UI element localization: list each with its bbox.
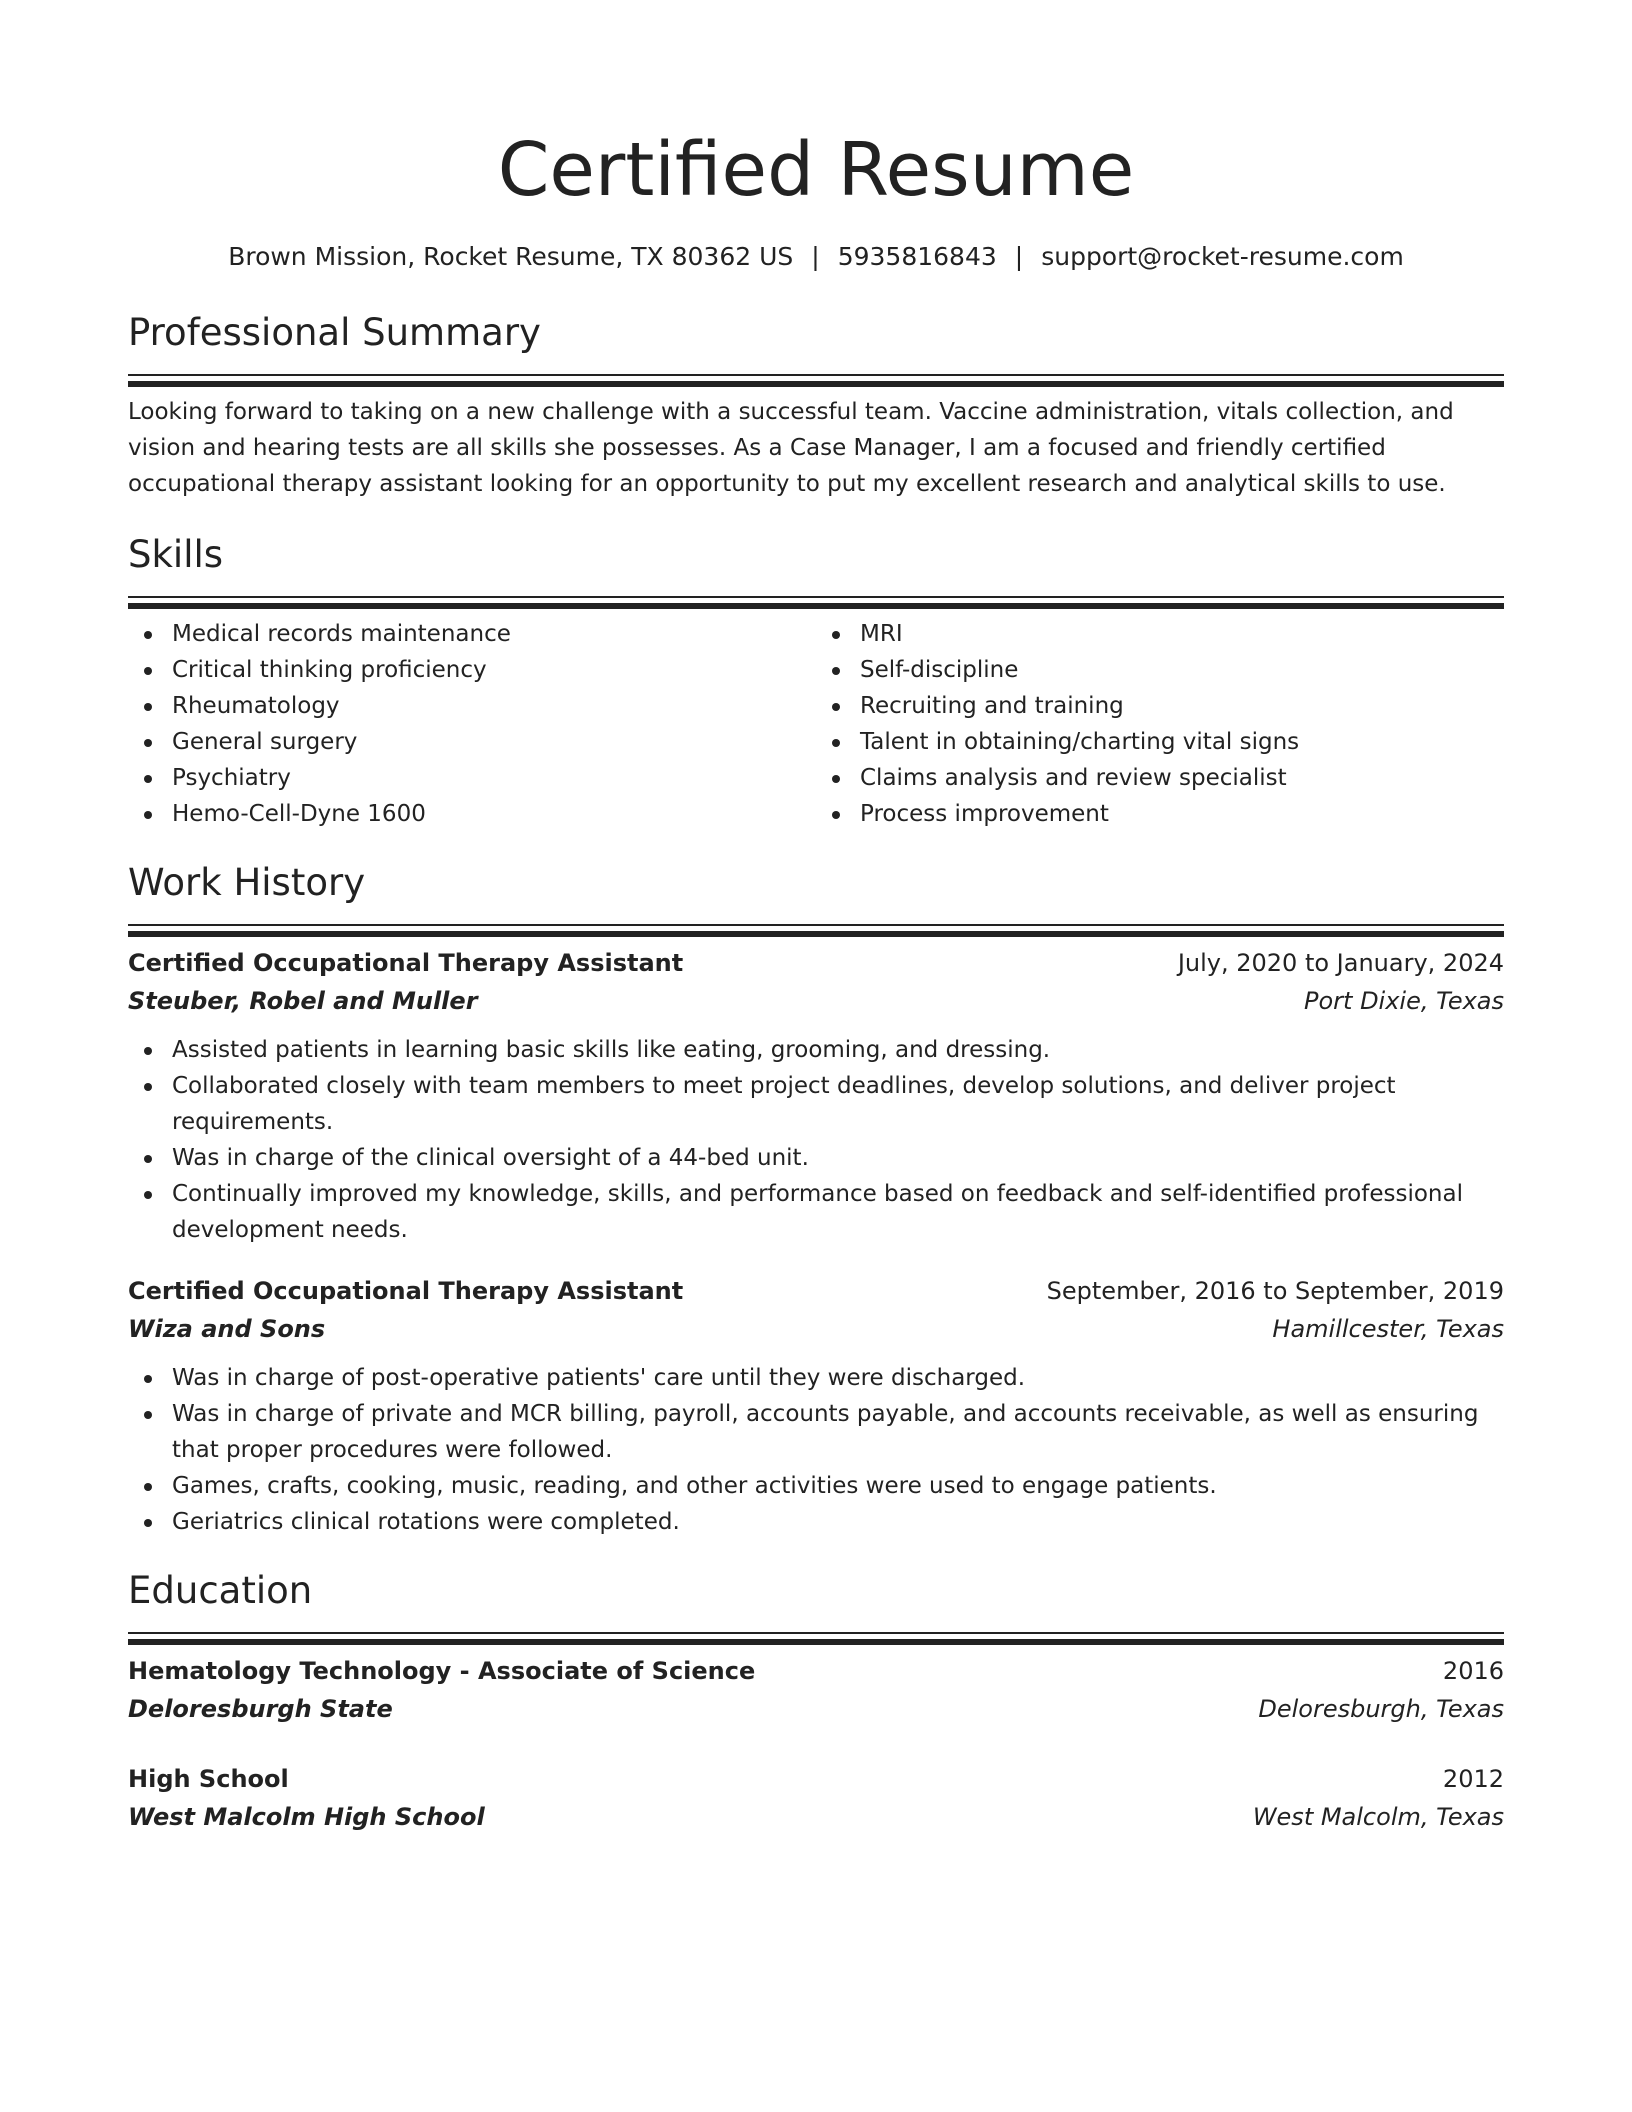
job-bullets (128, 1032, 1504, 1248)
job-bullet: Assisted patients in learning basic skills like eating, grooming, and dressing. (172, 1032, 1504, 1068)
job-entry (128, 1272, 1504, 1540)
section-divider (128, 596, 1504, 604)
job-location: Port Dixie, Texas (1304, 987, 1504, 1015)
job-dates: September, 2016 to September, 2019 (1046, 1277, 1504, 1305)
skill-item: General surgery (172, 724, 816, 760)
education-school: West Malcolm High School (128, 1803, 485, 1831)
job-title: Certified Occupational Therapy Assistant (128, 949, 684, 977)
education-school: Deloresburgh State (128, 1695, 393, 1723)
education-year: 2016 (1442, 1657, 1504, 1685)
education-section (128, 1566, 1504, 1836)
job-company: Wiza and Sons (128, 1315, 326, 1343)
job-company: Steuber, Robel and Muller (128, 987, 478, 1015)
section-divider (128, 374, 1504, 382)
job-bullets (128, 1360, 1504, 1540)
summary-text: Looking forward to taking on a new challenge with a successful team. Vaccine administration, vitals collection, and vision and hearing tests are all skills she possesses. As a Case Manager, I am a focused and friendly certified occupational therapy assistant looking for an opportunity to put my excellent research and analytical skills to use. (128, 399, 1454, 497)
skill-item: Psychiatry (172, 760, 816, 796)
education-degree: High School (128, 1765, 289, 1793)
job-entry (128, 944, 1504, 1248)
contact-address: Brown Mission, Rocket Resume, TX 80362 US (228, 242, 794, 271)
skill-item: Medical records maintenance (172, 616, 816, 652)
skill-item: Rheumatology (172, 688, 816, 724)
education-entry (128, 1652, 1504, 1728)
skill-item: Hemo-Cell-Dyne 1600 (172, 796, 816, 832)
job-dates: July, 2020 to January, 2024 (1177, 949, 1504, 977)
skill-item: Talent in obtaining/charting vital signs (860, 724, 1504, 760)
contact-email: support@rocket-resume.com (1041, 242, 1404, 271)
job-bullet: Was in charge of post-operative patients' care until they were discharged. (172, 1360, 1504, 1396)
skill-item: Process improvement (860, 796, 1504, 832)
job-title: Certified Occupational Therapy Assistant (128, 1277, 684, 1305)
education-entry (128, 1760, 1504, 1836)
section-title-work: Work History (128, 861, 366, 904)
education-location: West Malcolm, Texas (1252, 1803, 1504, 1831)
skills-column-right (816, 616, 1504, 832)
contact-line (128, 240, 1504, 274)
skill-item: Claims analysis and review specialist (860, 760, 1504, 796)
contact-separator: | (1014, 242, 1024, 271)
job-bullet: Collaborated closely with team members to meet project deadlines, develop solutions, and deliver project requirements. (172, 1068, 1504, 1140)
skill-item: Critical thinking proficiency (172, 652, 816, 688)
job-bullet: Continually improved my knowledge, skills, and performance based on feedback and self-identified professional development needs. (172, 1176, 1504, 1248)
job-bullet: Geriatrics clinical rotations were completed. (172, 1504, 1504, 1540)
section-divider (128, 924, 1504, 932)
resume-page (128, 0, 1504, 1836)
job-bullet: Was in charge of private and MCR billing, payroll, accounts payable, and accounts receivable, as well as ensuring that proper procedures were followed. (172, 1396, 1504, 1468)
job-location: Hamillcester, Texas (1272, 1315, 1504, 1343)
contact-separator: | (811, 242, 820, 271)
education-degree: Hematology Technology - Associate of Science (128, 1657, 756, 1685)
section-title-skills: Skills (128, 533, 224, 576)
section-divider (128, 1632, 1504, 1640)
section-title-summary: Professional Summary (128, 311, 541, 354)
section-title-education: Education (128, 1569, 313, 1612)
education-year: 2012 (1442, 1765, 1504, 1793)
summary-section (128, 308, 1504, 502)
skills-list (128, 616, 1504, 832)
job-bullet: Games, crafts, cooking, music, reading, and other activities were used to engage patients. (172, 1468, 1504, 1504)
skill-item: MRI (860, 616, 1504, 652)
work-history-section (128, 858, 1504, 1540)
skill-item: Recruiting and training (860, 688, 1504, 724)
skill-item: Self-discipline (860, 652, 1504, 688)
job-bullet: Was in charge of the clinical oversight of a 44-bed unit. (172, 1140, 1504, 1176)
skills-section (128, 530, 1504, 832)
contact-phone: 5935816843 (837, 242, 997, 271)
skills-column-left (128, 616, 816, 832)
education-location: Deloresburgh, Texas (1258, 1695, 1504, 1723)
resume-name: Certified Resume (497, 127, 1135, 213)
